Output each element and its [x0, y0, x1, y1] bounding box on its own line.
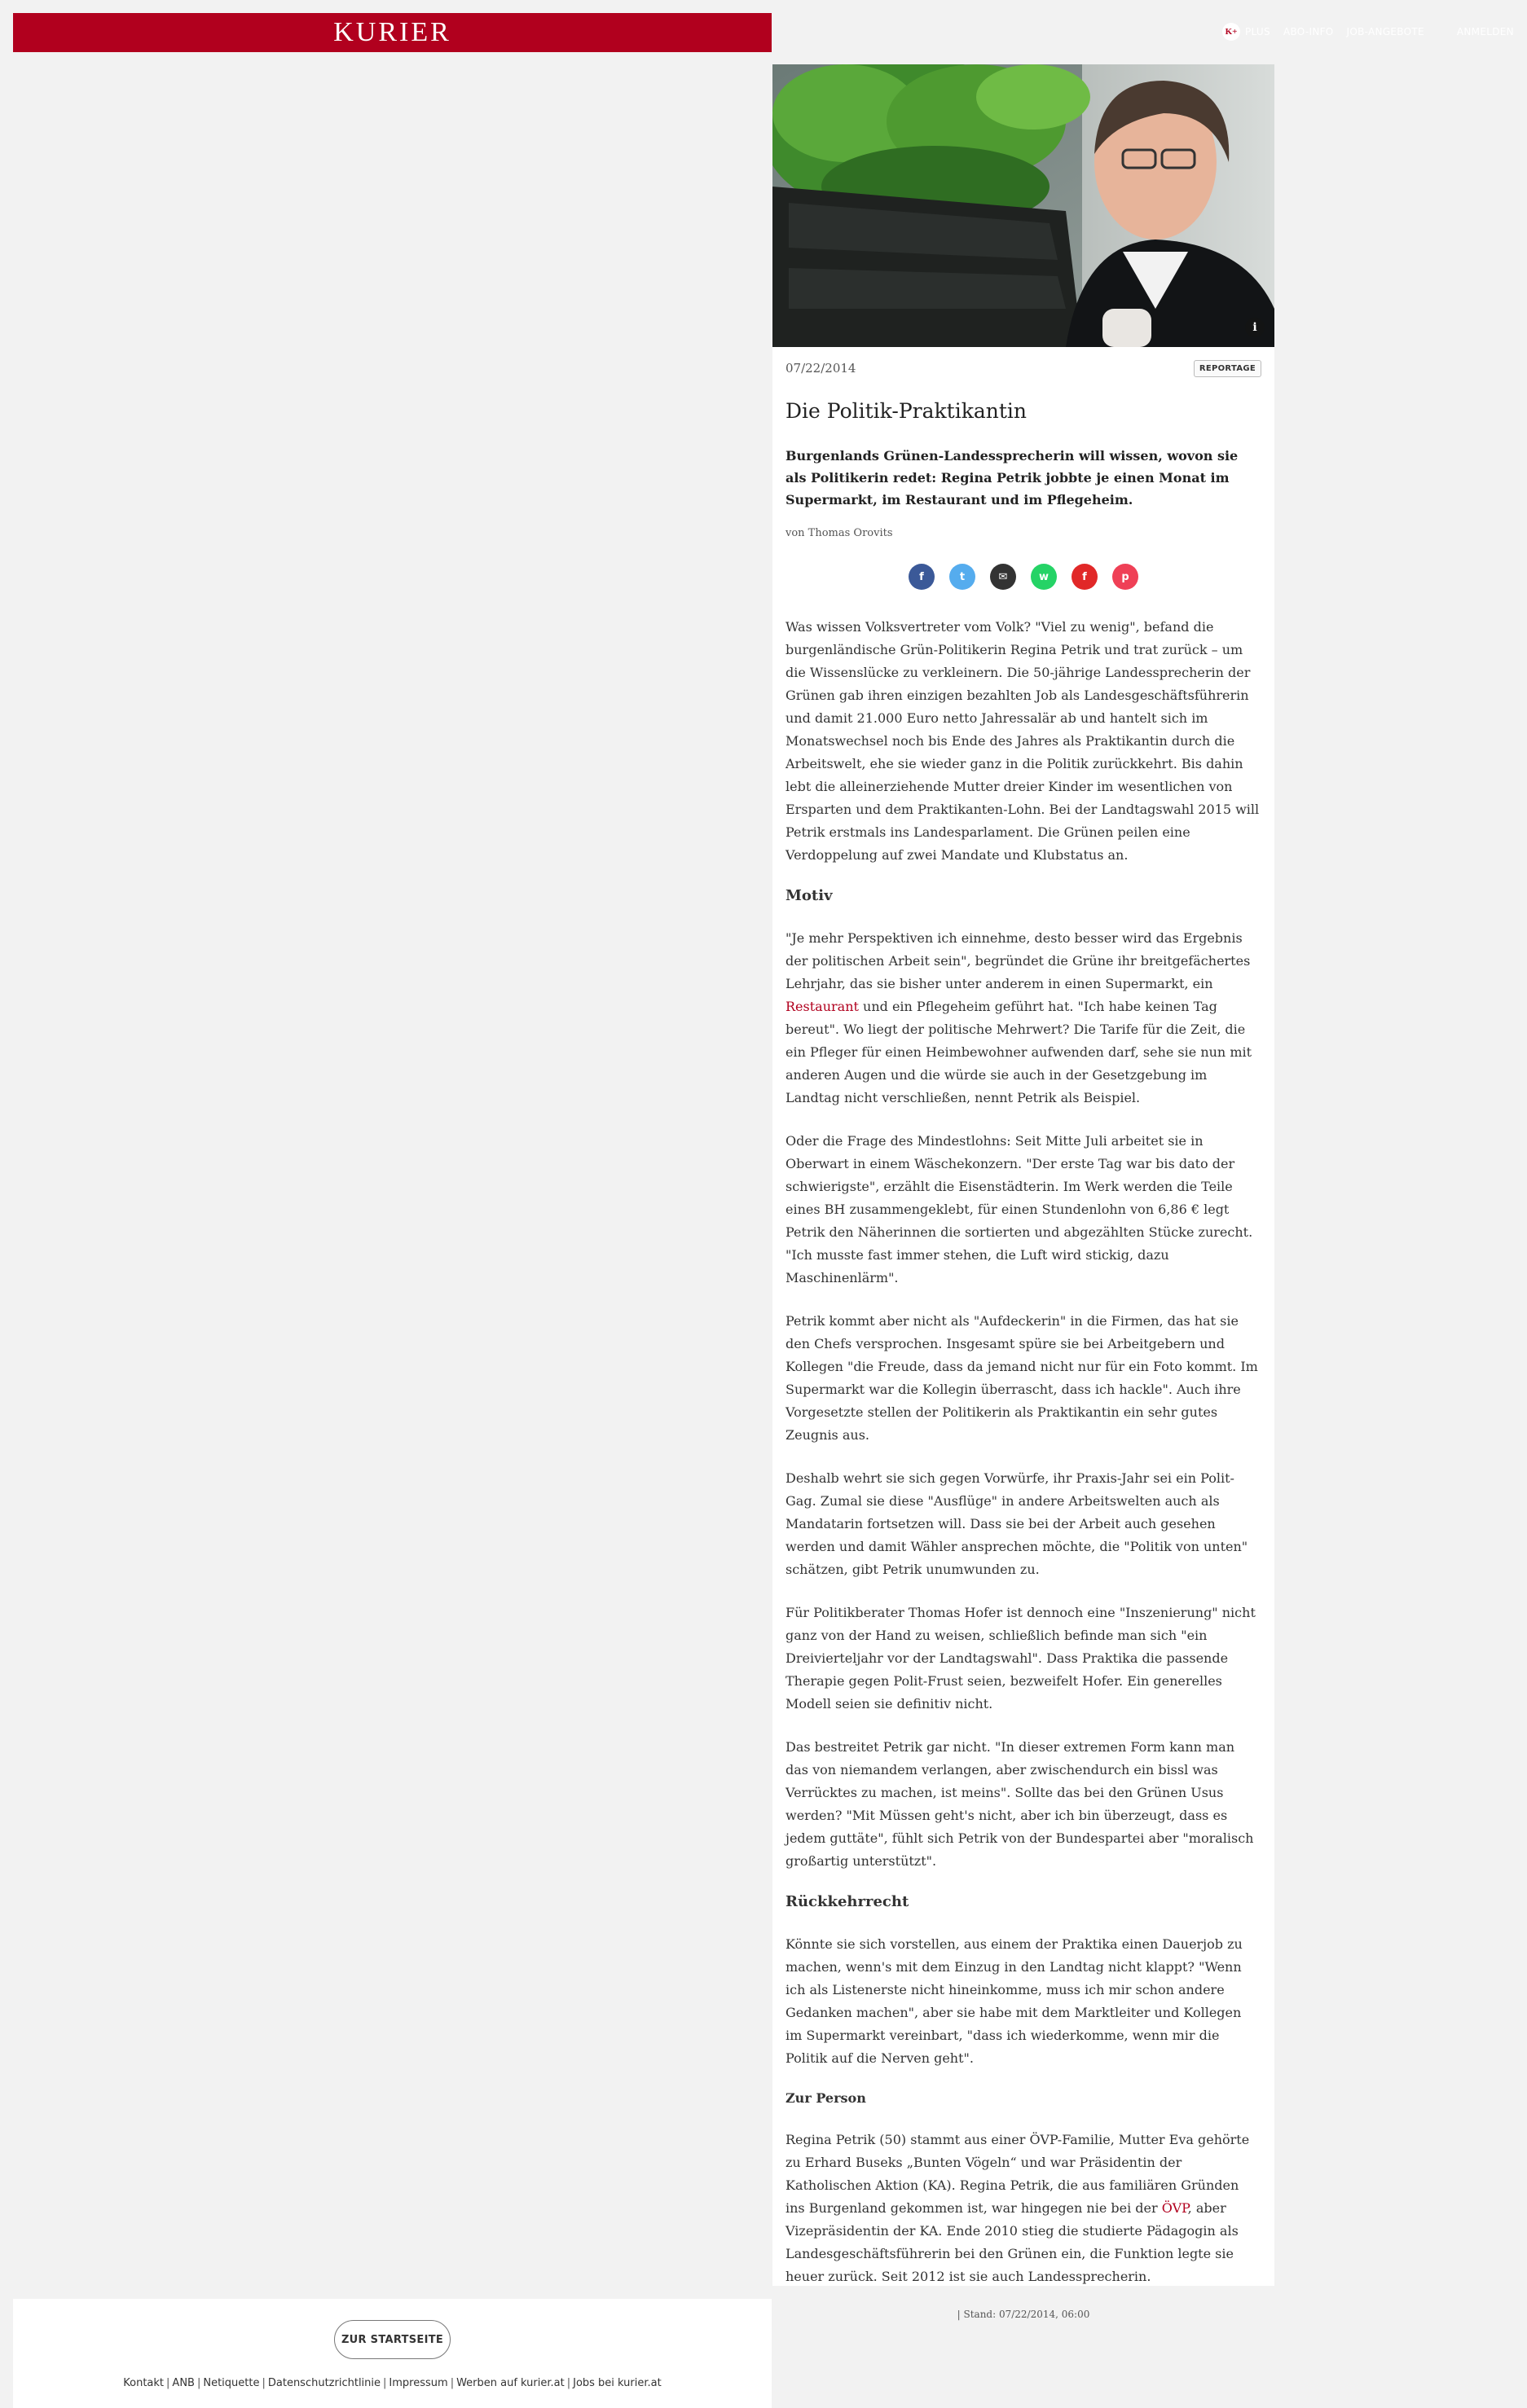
- share-bar: [786, 564, 1261, 590]
- top-navigation: [1222, 23, 1514, 41]
- hero-photo: [772, 64, 1274, 347]
- paragraph-text: und ein Pflegeheim geführt hat. "Ich habe keinen Tag bereut". Wo liegt der politische Mehrwert? Die Tarife für die Zeit, die ein Pfleger für einen Heimbewohner aufwenden darf, sehe sie nun mit anderen Augen und die würde sie auch in der Gesetzgebung im Landtag nicht verschließen, nennt Petrik als Beispiel.: [786, 999, 1252, 1105]
- paragraph-text: Regina Petrik (50) stammt aus einer ÖVP-Familie, Mutter Eva gehörte zu Erhard Buseks „Bunten Vögeln“ und war Präsidentin der Katholischen Aktion (KA). Regina Petrik, die aus familiären Gründen ins Burgenland gekommen ist, war hingegen nie bei der: [786, 2132, 1250, 2216]
- footer: [13, 2299, 772, 2408]
- footer-link-impressum[interactable]: Impressum: [389, 2377, 448, 2389]
- paragraph: Das bestreitet Petrik gar nicht. "In dieser extremen Form kann man das von niemandem verlangen, aber zwischendurch ein bissl was Verrücktes zu machen, ist meins". Sollte das bei den Grünen Usus werden? "Mit Müssen geht's nicht, aber ich bin überzeugt, dass es jedem guttäte", fühlt sich Petrik von der Bundespartei aber "moralisch großartig unterstützt".: [786, 1739, 1254, 1869]
- paragraph: Was wissen Volksvertreter vom Volk? "Viel zu wenig", befand die burgenländische Grün-Politikerin Regina Petrik und trat zurück – um die Wissenslücke zu verkleinern. Die 50-jährige Landessprecherin der Grünen gab ihren einzigen bezahlten Job als Landesgeschäftsführerin und damit 21.000 Euro netto Jahressalär ab und hantelt sich im Monatswechsel noch bis Ende des Jahres als Praktikantin durch die Arbeitswelt, ehe sie wieder ganz in die Politik zurückkehrt. Bis dahin lebt die alleinerziehende Mutter dreier Kinder im wesentlichen von Ersparten und dem Praktikanten-Lohn. Bei der Landtagswahl 2015 will Petrik erstmals ins Landesparlament. Die Grünen peilen eine Verdoppelung auf zwei Mandate und Klubstatus an.: [786, 619, 1260, 863]
- paragraph: [786, 927, 1261, 1110]
- footer-links: Kontakt | ANB | Netiquette | Datenschutzrichtlinie | Impressum | Werben auf kurier.at | Jobs bei kurier.at: [13, 2377, 772, 2389]
- home-button[interactable]: ZUR STARTSEITE: [334, 2320, 451, 2359]
- footer-link-datenschutz[interactable]: Datenschutzrichtlinie: [267, 2377, 381, 2389]
- facebook-share-icon[interactable]: f: [909, 564, 935, 590]
- reportage-badge: REPORTAGE: [1194, 360, 1261, 377]
- subheading-zur-person: Zur Person: [786, 2090, 866, 2106]
- article: [772, 64, 1274, 2320]
- kurier-logo[interactable]: KURIER: [333, 17, 451, 47]
- brand-bar[interactable]: [13, 13, 772, 52]
- paragraph: [786, 2129, 1261, 2288]
- article-lead: Burgenlands Grünen-Landessprecherin will wissen, wovon sie als Politikerin redet: Regina Petrik jobbte je einen Monat im Supermarkt, im Restaurant und im Pflegeheim.: [786, 448, 1239, 508]
- paragraph: Petrik kommt aber nicht als "Aufdeckerin" in die Firmen, das hat sie den Chefs versprochen. Insgesamt spüre sie bei Arbeitgebern und Kollegen "die Freude, dass da jemand nicht nur für ein Foto kommt. Im Supermarkt war die Kollegin überrascht, dass ich hackle". Auch ihre Vorgesetzte stellen der Politikerin als Praktikantin ein sehr gutes Zeugnis aus.: [786, 1313, 1258, 1443]
- pocket-share-icon[interactable]: p: [1112, 564, 1138, 590]
- twitter-share-icon[interactable]: t: [949, 564, 975, 590]
- paragraph: Oder die Frage des Mindestlohns: Seit Mitte Juli arbeitet sie in Oberwart in einem Wäschekonzern. "Der erste Tag war bis dato der schwierigste", erzählt die Eisenstädterin. Im Werk werden die Teile eines BH zusammengeklebt, für einen Stundenlohn von 6,86 € legt Petrik den Näherinnen die sortierten und abgezählten Stücke zurecht. "Ich musste fast immer stehen, die Luft wird stickig, dazu Maschinenlärm".: [786, 1133, 1253, 1285]
- footer-link-netiquette[interactable]: Netiquette: [203, 2377, 260, 2389]
- last-updated: | Stand: 07/22/2014, 06:00: [957, 2309, 1090, 2320]
- plus-link[interactable]: [1222, 23, 1270, 41]
- whatsapp-share-icon[interactable]: w: [1031, 564, 1057, 590]
- footer-link-kontakt[interactable]: Kontakt: [123, 2377, 165, 2389]
- meta-row: [786, 358, 1261, 378]
- oevp-link[interactable]: ÖVP: [1161, 2200, 1188, 2216]
- paragraph: Deshalb wehrt sie sich gegen Vorwürfe, ihr Praxis-Jahr sei ein Polit-Gag. Zumal sie diese "Ausflüge" in andere Arbeitswelten auch als Mandatarin fortsetzen will. Dass sie bei der Arbeit auch gesehen werden und damit Wähler ansprechen möchte, die "Politik von unten" schätzen, gibt Petrik unumwunden zu.: [786, 1470, 1248, 1577]
- login-link[interactable]: ANMELDEN: [1456, 26, 1514, 37]
- paragraph-text: "Je mehr Perspektiven ich einnehme, desto besser wird das Ergebnis der politischen Arbeit sein", begründet die Grüne ihr breitgefächertes Lehrjahr, das sie bisher unter anderem in einen Supermarkt, ein: [786, 930, 1251, 991]
- article-body: [786, 616, 1261, 2288]
- abo-info-link[interactable]: ABO-INFO: [1283, 26, 1334, 37]
- publish-date: 07/22/2014: [786, 361, 856, 376]
- hero-image: [772, 64, 1274, 347]
- job-angebote-link[interactable]: JOB-ANGEBOTE: [1346, 26, 1424, 37]
- email-share-icon[interactable]: ✉: [990, 564, 1016, 590]
- plus-label: PLUS: [1245, 26, 1270, 37]
- subheading-rueckkehrrecht: Rückkehrrecht: [786, 1893, 909, 1910]
- kurier-plus-icon: K+: [1222, 23, 1240, 41]
- paragraph: Für Politikberater Thomas Hofer ist dennoch eine "Inszenierung" nicht ganz von der Hand zu weisen, schließlich befinde man sich "ein Dreivierteljahr vor der Landtagswahl". Dass Praktika die passende Therapie gegen Polit-Frust seien, bezweifelt Hofer. Ein generelles Modell seien sie definitiv nicht.: [786, 1605, 1256, 1712]
- info-icon[interactable]: i: [1245, 318, 1265, 337]
- footer-link-werben[interactable]: Werben auf kurier.at: [456, 2377, 565, 2389]
- paragraph-text: , aber Vizepräsidentin der KA. Ende 2010 stieg die studierte Pädagogin als Landesgeschäftsführerin bei den Grünen ein, die Funktion legte sie heuer zurück. Seit 2012 ist sie auch Landessprecherin.: [786, 2200, 1239, 2284]
- subheading-motiv: Motiv: [786, 887, 833, 904]
- footer-link-jobs[interactable]: Jobs bei kurier.at: [573, 2377, 662, 2389]
- flipboard-share-icon[interactable]: f: [1072, 564, 1098, 590]
- paragraph: Könnte sie sich vorstellen, aus einem der Praktika einen Dauerjob zu machen, wenn's mit dem Einzug in den Landtag nicht klappt? "Wenn ich als Listenerste nicht hineinkomme, muss ich mir schon andere Gedanken machen", aber sie habe mit dem Marktleiter und Kollegen im Supermarkt vereinbart, "dass ich wiederkomme, wenn mir die Politik auf die Nerven geht".: [786, 1936, 1243, 2066]
- restaurant-link[interactable]: Restaurant: [786, 999, 859, 1014]
- article-title: Die Politik-Praktikantin: [786, 399, 1027, 423]
- article-author: von Thomas Orovits: [786, 527, 893, 539]
- footer-link-anb[interactable]: ANB: [172, 2377, 195, 2389]
